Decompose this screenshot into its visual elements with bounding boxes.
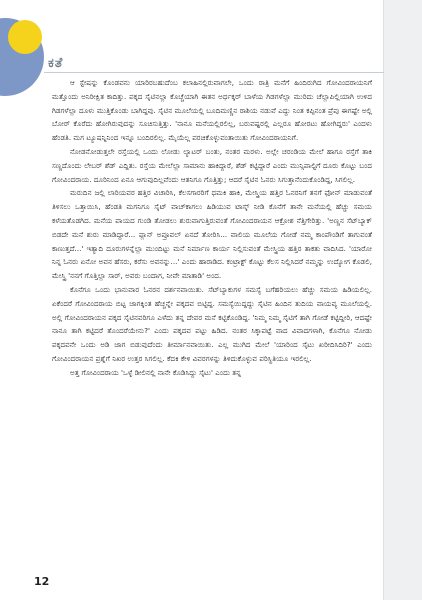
header-divider xyxy=(44,72,384,73)
page-number: 12 xyxy=(34,575,50,588)
decorative-yellow-circle xyxy=(8,20,42,54)
page-edge-panel xyxy=(383,0,422,600)
paragraph: ಅತ್ತ ಗೋವಿಂದರಾಯ 'ಒಳ್ಳೆ ಡೀಲಿನಲ್ಲಿ ನಾನೇ ಕೊಡಿಸಿದ್ದು ಸೈಟು' ಎಂದು ತನ್ನ xyxy=(70,367,242,377)
paragraph: ಕೊನೆಗೂ ಒಂದು ಭಾನುವಾರ ಓನರನ ದರ್ಶನವಾಯಿತು. ಸೆಟ್‌ಬ್ಯಾಕುಗಳ ಸಮಸ್ಯೆ ಬಗೆಹರಿಯಲು ಹೆಚ್ಚು ಸಮಯ ಹಿಡಿಯಲಿಲ್ಲ. ಏಕೆಂದರೆ ಗೋವಿಂದರಾಯ ಬಿಟ್ಟ ಜಾಗಕ್ಕಿಂತ ಹೆಚ್ಚನ್ನೇ ಪಕ್ಕದವ ಬಿಟ್ಟಿದ್ದ. ಸಮಸ್ಯೆಯಿದ್ದದ್ದು ಸೈಟಿನ ಹಿಂದಿನ ತುದಿಯ ವಾಯವ್ಯ ಮೂಲೆಯಲ್ಲಿ. ಅಲ್ಲಿ ಗೋವಿಂದರಾಯನ ಪಕ್ಕದ ಸೈಟಿನವರಿಗೂ ಎಳೆದು ತನ್ನ ದೇವರ ಮನೆ ಕಟ್ಟಿಕೊಂಡಿದ್ದ. 'ನಿಮ್ಮ ನಿಮ್ಮ ಸೈಟಿಗೆ ತಾಗಿ ಗೋಡೆ ಕಟ್ಟಿದ್ದೀರಿ, ಆದಷ್ಟೇ ನಾನೂ ತಾಗಿ ಕಟ್ಟಿದರೆ ತೊಂದರೆಯೇನು?' ಎಂದು ಪಕ್ಕದವ ಪಟ್ಟು ಹಿಡಿದ. ನಂತರ ಸಿಕ್ಕಾಪಟ್ಟೆ ವಾದ ವಿವಾದಗಳಾಗಿ, ಕೊನೆಗೂ ನೋಡು ಪಕ್ಕದವನೇ ಒಂದು ಅಡಿ ಜಾಗ ಬಿಡುವುದೆಂದು ತೀರ್ಮಾನವಾಯಿತು. ಎಲ್ಲ ಮುಗಿದ ಮೇಲೆ 'ಯಾರಿಂದ ಸೈಟು ಖರೀದಿಸಿದಿರಿ?' ಎಂದು ಗೋವಿಂದರಾಯನ ಪ್ರಶ್ನೆಗೆ ನಿಖರ ಉತ್ತರ ಸಿಗಲಿಲ್ಲ. ಕೆದಕಿ ಕೇಳಿ ವಿವರಗಳನ್ನು ತಿಳಿದುಕೊಳ್ಳುವ ಪರಿಸ್ಥಿತಿಯೂ ಇರಲಿಲ್ಲ. xyxy=(52,284,372,363)
article-body xyxy=(52,76,372,380)
paragraph: ಮರುದಿನ ಜಲ್ಲಿ ಲಾರಿಯವರ ಹತ್ತಿರ ವಿಚಾರಿಸಿ, ಕೆಲಸಗಾರರಿಗೆ ಧಮಕಿ ಹಾಕಿ, ಮೇಸ್ತ್ರಿಯ ಹತ್ತಿರ ಓನರನಿಗೆ ತನಗೆ ಫೋನ್ ಮಾಡುವಂತೆ ತಿಳಿಸಲು ಒತ್ತಾಯಿಸಿ, ಹೆಂಡತಿ ಮಗನಿಗೂ ಸೈಟ್ ವಾಚ್‌ಕಾಗಲು ಹಿಡಿಯುವ ಟಾಸ್ಕ್ ನೀಡಿ ಕೊನೆಗೆ ತಾನೇ ಮನೆಯಲ್ಲಿ ಹೆಚ್ಚು ಸಮಯ ಕಳೆಯತೊಡಗಿದ. ಮನೆಯ ಪಾಯದ ಗುಂಡಿ ತೋಡಲು ಶುರುವಾಗುತ್ತಿರುವಂತೆ ಗೋವಿಂದರಾಯನ ಆಕ್ರೋಶ ನೆತ್ತಿಗೇರಿತ್ತು. 'ಅಣ್ಣನ ಸೆಟ್‌ಬ್ಯಾಕ್ ಬಿಡದೇ ಮನೆ ಶುರು ಮಾಡಿದ್ದಾರೆ... ಪ್ಲಾನ್ ಅಪ್ರೂವಲ್ ಏನದೆ ತೋರಿಸಿ... ವಾಲಿಯ ಮೂಲೆಯ ಗೋಡೆ ನಮ್ಮ ಕಾಂಪೌಂಡಿಗೆ ತಾಗುವಂತೆ ಕಾಣುತ್ತದೆ...' ಇತ್ಯಾದಿ ದೂರುಗಳನ್ನೆಲ್ಲಾ ಮುಂದಿಟ್ಟು ಮನೆ ನಿರ್ಮಾಣ ಕಾರ್ಯ ನಿಲ್ಲಿಸುವಂತೆ ಮೇಸ್ತ್ರಿಯ ಹತ್ತಿರ ತಾಕತು ವಾದಿಸಿದ. 'ಯಾರೋ ನಿನ್ನ ಓನರು ಏನೋ ಅವನ ಹೆಸರು, ಕರೆಸು ಅವನನ್ನು...' ಎಂದು ಹಾರಾಡಿದ. ಕಂಟ್ರಾಕ್ಟ್ ಕೊಟ್ಟು ಕೆಲಸ ನಿಲ್ಲಿಸಿದರೆ ನಮ್ಮನ್ನು ಉದ್ಯೋಗ ಕೊಡಲಿ, ಮೇಸ್ತ್ರಿ 'ನನಗೆ ಗೊತ್ತಿಲ್ಲಾ ಸಾರ್, ಅವರು ಬಂದಾಗ, ನೀವೇ ಮಾತಾಡಿ' ಅಂದ. xyxy=(52,188,372,281)
section-label: ಕತೆ xyxy=(48,56,64,71)
paragraph: ನೋಡನೋಡುತ್ತಲೇ ರಸ್ತೆಯಲ್ಲಿ ಒಂದು ಲೋಡು ಲ್ಯಾಟರ್ ಬಂತು, ನಂತರ ಮರಳು. ಅಲ್ಲೇ ಚರಂಡಿಯ ಮೇಲೆ ಹಾಗೂ ರಸ್ತೆಗೆ ತಾಕಿ ಸಣ್ಣದೊಂದು ಲೇಬರ್ ಶೆಡ್ ಎದ್ದಿತು. ರಸ್ತೆಯ ಮೇಲೆಲ್ಲಾ ಸಾಮಾನು ಹಾಕಿದ್ದಾರೆ, ಶೆಡ್ ಕಟ್ಟಿದ್ದಾರೆ ಎಂದು ಮುನ್ಸಿಪಾಲ್ಟಿಗೆ ದೂರು ಕೊಟ್ಟು ಬಂದ ಗೋವಿಂದರಾಯ. ದೂರಿನಿಂದ ಏನೂ ಆಗುವುದಿಲ್ಲವೆಂದು ಆತನಿಗೂ ಗೊತ್ತಿತ್ತು; ಆದರೆ ಸೈಟಿನ ಓನರು ಸಿಗುತ್ತಾನೆಂದುಕೊಂಡಿದ್ದ, ಸಿಗಲಿಲ್ಲ. xyxy=(52,146,372,184)
paragraph: ಆ ಸ್ಟೇಷನ್ನು ಕೊಂಡವನು ಯಾರಿರಬಹುದೆಂಬ ಕಲಾಹಿನಲ್ಲಿರುವಾಗಲೇ, ಒಂದು ರಾತ್ರಿ ಮನೆಗೆ ಹಿಂದಿರುಗಿದ ಗೋವಿಂದರಾಯನಿಗೆ ಮತ್ತೊಂದು ಅನಿರೀಕ್ಷಿತ ಕಾದಿತ್ತು. ಪಕ್ಕದ ಸೈಟಿನಲ್ಲಾ ಕೊಚ್ಚೆಯಾಗಿ ಈತನ ಅರ್ಧಕ್ಕರ್ ಬಾಳೆಯ ಗಿಡಗಳೆಲ್ಲಾ ಮುರಿದು ಚೆಲ್ಲಾಪಿಲ್ಲಿಯಾಗಿ ಉಳಿದ ಗಿಡಗಳೆಲ್ಲಾ ದೂಳು ಮುತ್ತಿಕೊಂಡು ಬಾಗಿದ್ದವು. ಸೈಟಿನ ಮೂಲೆಯಲ್ಲಿ ಬೂದಿಮಣ್ಣಿನ ರಾಶಿಯ ನಡುವೆ ಎದ್ದು ನಿಂತ ಕಪ್ಪಿನಂತ ಪ್ರೆಪು ಈಗಷ್ಟೇ ಅಲ್ಲಿ ಬೋರ್ ಕೊರೆದು ಹೋಗಿರುವುದನ್ನು ಸೂಚಿಸುತ್ತಿತ್ತು. 'ನಾನೂ ಮನೆಯಲ್ಲಿರಲಿಲ್ಲ, ಬರುವಷ್ಟರಲ್ಲಿ ಎಲ್ಲರೂ ಹೋರಟು ಹೋಗಿದ್ದರು' ಎಂದಳು ಹೆಂಡತಿ. ಮಗ ಟ್ಯೂಷನ್ನಿನಿಂದ ಇನ್ನೂ ಬಂದಿರಲಿಲ್ಲ. ಮೈಯೆಲ್ಲ ಪರಚಿಕೊಳ್ಳುವಂತಾಯಿತು ಗೋವಿಂದರಾಯನಿಗೆ. xyxy=(52,78,372,143)
